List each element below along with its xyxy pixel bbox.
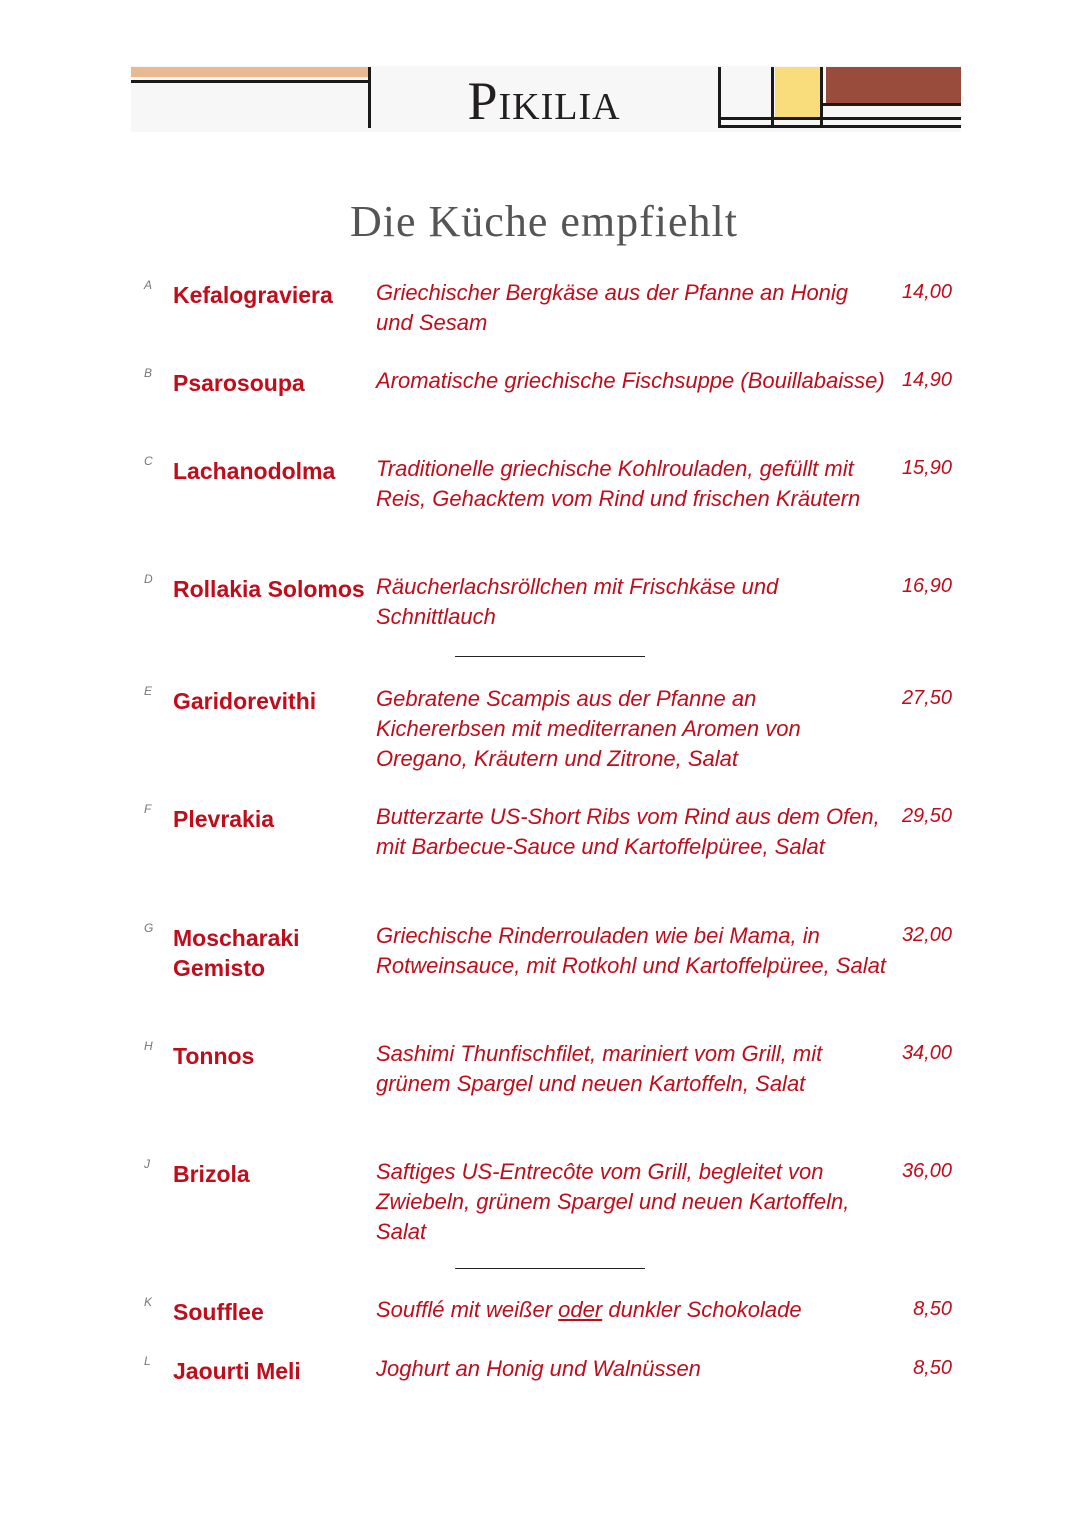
item-letter: A [144, 278, 153, 292]
item-price: 14,00 [901, 281, 952, 303]
header-right-hline-1 [718, 117, 961, 120]
item-description: Sashimi Thunfischfilet, mariniert vom Grill, mit grünem Spargel und neuen Kartoffeln, Salat [376, 1041, 823, 1096]
item-description: Griechischer Bergkäse aus der Pfanne an Honig und Sesam [376, 280, 849, 335]
item-letter: K [144, 1295, 153, 1309]
item-letter: F [144, 802, 152, 816]
item-letter: B [144, 366, 153, 380]
item-description: Griechische Rinderrouladen wie bei Mama, in Rotweinsauce, mit Rotkohl und Kartoffelpüree, Salat [376, 923, 886, 978]
item-description: Joghurt an Honig und Walnüssen [376, 1356, 701, 1381]
item-price: 36,00 [901, 1160, 952, 1182]
item-letter: G [144, 921, 154, 935]
item-description: Gebratene Scampis aus der Pfanne an Kichererbsen mit mediterranen Aromen von Oregano, Kräutern und Zitrone, Salat [376, 686, 801, 771]
item-name: Tonnos [173, 1043, 255, 1069]
item-description: Traditionelle griechische Kohlrouladen, gefüllt mit Reis, Gehacktem vom Rind und frischen Kräutern [376, 456, 861, 511]
item-name: Brizola [173, 1161, 250, 1187]
header-left-line [131, 80, 371, 83]
menu-heading: Die Küche empfiehlt [350, 197, 738, 246]
item-description-part: Soufflé mit weißer [376, 1297, 559, 1322]
item-description: Butterzarte US-Short Ribs vom Rind aus dem Ofen, mit Barbecue-Sauce und Kartoffelpüree, Salat [376, 804, 880, 859]
item-name: Garidorevithi [173, 688, 317, 714]
item-price: 8,50 [913, 1357, 952, 1379]
item-letter: J [144, 1157, 150, 1171]
item-name: Rollakia Solomos [173, 576, 365, 602]
peach-bar [131, 67, 368, 77]
item-description: Saftiges US-Entrecôte vom Grill, begleitet von Zwiebeln, grünem Spargel und neuen Kartoffeln, Salat [376, 1159, 850, 1244]
header-right-hline-2 [820, 103, 961, 106]
item-letter: D [144, 572, 153, 586]
item-name: Psarosoupa [173, 370, 305, 396]
item-description: Aromatische griechische Fischsuppe (Bouillabaisse) [376, 368, 885, 393]
item-description-underlined: oder [558, 1297, 603, 1322]
item-price: 8,50 [913, 1298, 952, 1320]
header-right-hline-3 [718, 125, 961, 128]
item-description: Räucherlachsröllchen mit Frischkäse und Schnittlauch [376, 574, 779, 629]
item-name: Lachanodolma [173, 458, 336, 484]
yellow-block [775, 67, 820, 117]
item-name: Plevrakia [173, 806, 275, 832]
item-price: 14,90 [901, 369, 952, 391]
brand-logo: Pikilia [467, 71, 621, 131]
item-letter: E [144, 684, 153, 698]
item-price: 29,50 [901, 805, 952, 827]
item-letter: C [144, 454, 153, 468]
item-description-part: dunkler Schokolade [602, 1297, 802, 1322]
item-price: 27,50 [901, 687, 952, 709]
item-description [376, 1295, 886, 1325]
item-name: Soufflee [173, 1299, 264, 1325]
item-name: Kefalograviera [173, 282, 333, 308]
item-price: 34,00 [901, 1042, 952, 1064]
brown-block [826, 67, 961, 105]
item-name: Jaourti Meli [173, 1358, 301, 1384]
item-price: 16,90 [901, 575, 952, 597]
section-divider [455, 1268, 645, 1269]
item-letter: L [144, 1354, 151, 1368]
section-divider [455, 656, 645, 657]
item-price: 15,90 [901, 457, 952, 479]
item-name: Moscharaki Gemisto [173, 925, 300, 981]
item-price: 32,00 [901, 924, 952, 946]
item-letter: H [144, 1039, 153, 1053]
